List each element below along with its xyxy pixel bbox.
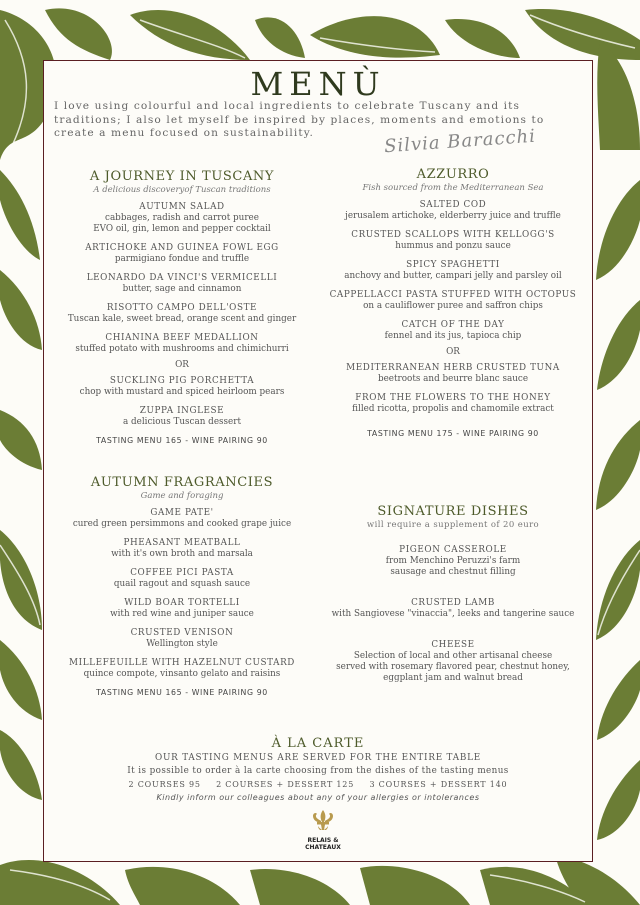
dish-description: sausage and chestnut filling <box>390 567 516 577</box>
menu-item <box>322 393 584 415</box>
menu-item <box>54 303 310 325</box>
menu-item <box>54 658 310 680</box>
dish-name: RISOTTO CAMPO DELL'OSTE <box>106 303 258 313</box>
dish-name: CHEESE <box>431 640 475 650</box>
carte-notice: OUR TASTING MENUS ARE SERVED FOR THE ENTIRE TABLE <box>154 753 482 763</box>
menu-item <box>322 545 584 578</box>
dish-description: Tuscan kale, sweet bread, orange scent and ginger <box>67 314 297 324</box>
dish-name: ARTICHOKE AND GUINEA FOWL EGG <box>85 243 279 253</box>
dish-description: quince compote, vinsanto gelato and raisins <box>83 669 281 679</box>
dish-name: AUTUMN SALAD <box>139 202 225 212</box>
menu-item <box>54 538 310 560</box>
dish-description: parmigiano fondue and truffle <box>114 254 250 264</box>
dish-name: CHIANINA BEEF MEDALLION <box>105 333 259 343</box>
menu-item <box>54 273 310 295</box>
menu-item <box>54 598 310 620</box>
dish-description: hummus and ponzu sauce <box>395 241 511 251</box>
dish-name: CRUSTED SCALLOPS WITH KELLOGG'S <box>351 230 555 240</box>
dish-description: a delicious Tuscan dessert <box>122 417 241 427</box>
logo-text: CHATEAUX <box>305 844 341 851</box>
menu-item <box>54 508 310 530</box>
section-signature-dishes <box>322 504 584 692</box>
dish-name: MEDITERRANEAN HERB CRUSTED TUNA <box>346 363 560 373</box>
dish-name: WILD BOAR TORTELLI <box>124 598 240 608</box>
menu-item <box>54 406 310 428</box>
dish-description: on a cauliflower puree and saffron chips <box>363 301 543 311</box>
dish-description: chop with mustard and spiced heirloom pears <box>79 387 285 397</box>
dish-name: CRUSTED VENISON <box>130 628 234 638</box>
fleur-de-lis-icon <box>310 809 336 833</box>
dish-description: cabbages, radish and carrot puree <box>105 213 259 223</box>
dish-description: butter, sage and cinnamon <box>122 284 242 294</box>
carte-description: It is possible to order à la carte choosing from the dishes of the tasting menus <box>127 766 509 776</box>
section-title: A JOURNEY IN TUSCANY <box>89 169 275 184</box>
menu-item <box>54 333 310 355</box>
price-option: 2 COURSES + DESSERT 125 <box>216 780 355 789</box>
dish-description: anchovy and butter, campari jelly and parsley oil <box>344 271 562 281</box>
dish-name: CAPPELLACCI PASTA STUFFED WITH OCTOPUS <box>329 290 577 300</box>
dish-description: filled ricotta, propolis and chamomile extract <box>352 404 554 414</box>
menu-item <box>322 200 584 222</box>
section-autumn-fragrancies <box>54 475 310 697</box>
section-title: AZZURRO <box>416 167 490 182</box>
allergy-note: Kindly inform our colleagues about any of your allergies or intolerances <box>156 793 480 802</box>
or-separator: OR <box>175 360 189 370</box>
chef-intro: I love using colourful and local ingredients to celebrate Tuscany and its traditions; I also let myself be inspired by places, moments and emotions to create a menu focused on sustainability. <box>54 100 545 139</box>
dish-name: CRUSTED LAMB <box>411 598 495 608</box>
dish-description: stuffed potato with mushrooms and chimichurri <box>75 344 289 354</box>
dish-name: GAME PATE' <box>150 508 214 518</box>
chef-signature: Silvia Baracchi <box>383 125 537 158</box>
dish-description: EVO oil, gin, lemon and pepper cocktail <box>93 224 271 234</box>
dish-name: COFFEE PICI PASTA <box>130 568 234 578</box>
logo-text: RELAIS & <box>307 837 339 844</box>
dish-description: with it's own broth and marsala <box>111 549 253 559</box>
dish-name: PHEASANT MEATBALL <box>123 538 241 548</box>
menu-panel <box>43 60 593 862</box>
dish-description: from Menchino Peruzzi's farm <box>385 556 521 566</box>
menu-item <box>54 568 310 590</box>
section-subtitle: will require a supplement of 20 euro <box>366 520 540 530</box>
section-title: SIGNATURE DISHES <box>377 504 529 519</box>
dish-name: CATCH OF THE DAY <box>401 320 505 330</box>
menu-item <box>322 230 584 252</box>
dish-description: Selection of local and other artisanal cheese <box>353 651 553 661</box>
dish-description: with red wine and juniper sauce <box>110 609 254 619</box>
section-journey-in-tuscany <box>54 169 310 445</box>
dish-name: ZUPPA INGLESE <box>139 406 225 416</box>
price-option: 2 COURSES 95 <box>128 780 201 789</box>
menu-item <box>322 320 584 342</box>
dish-description: jerusalem artichoke, elderberry juice and truffle <box>345 211 561 221</box>
dish-name: FROM THE FLOWERS TO THE HONEY <box>355 393 551 403</box>
menu-item <box>54 202 310 235</box>
section-subtitle: A delicious discoveryof Tuscan traditions <box>93 185 271 195</box>
menu-item <box>322 598 584 620</box>
dish-description: with Sangiovese "vinaccia", leeks and tangerine sauce <box>331 609 575 619</box>
dish-name: SPICY SPAGHETTI <box>406 260 500 270</box>
dish-description: beetroots and beurre blanc sauce <box>377 374 529 384</box>
dish-description: cured green persimmons and cooked grape juice <box>72 519 292 529</box>
dish-name: SALTED COD <box>419 200 487 210</box>
dish-description: eggplant jam and walnut bread <box>383 673 523 683</box>
menu-item <box>54 628 310 650</box>
dish-description: Wellington style <box>146 639 218 649</box>
section-azzurro <box>322 167 584 438</box>
carte-prices <box>44 778 592 791</box>
section-title: À LA CARTE <box>271 736 365 751</box>
dish-name: MILLEFEUILLE WITH HAZELNUT CUSTARD <box>69 658 295 668</box>
dish-description: quail ragout and squash sauce <box>113 579 251 589</box>
section-subtitle: Fish sourced from the Mediterranean Sea <box>362 183 544 193</box>
dish-description: fennel and its jus, tapioca chip <box>384 331 522 341</box>
menu-item <box>322 640 584 684</box>
section-a-la-carte <box>44 736 592 804</box>
dish-name: SUCKLING PIG PORCHETTA <box>109 376 255 386</box>
menu-item <box>54 376 310 398</box>
relais-chateaux-logo <box>303 809 343 851</box>
tasting-menu-price: TASTING MENU 175 - WINE PAIRING 90 <box>367 429 539 438</box>
menu-item <box>54 243 310 265</box>
price-option: 3 COURSES + DESSERT 140 <box>369 780 508 789</box>
tasting-menu-price: TASTING MENU 165 - WINE PAIRING 90 <box>96 688 268 697</box>
menu-item <box>322 260 584 282</box>
dish-name: PIGEON CASSEROLE <box>399 545 507 555</box>
menu-item <box>322 290 584 312</box>
dish-name: LEONARDO DA VINCI'S VERMICELLI <box>86 273 278 283</box>
menu-title: MENÙ <box>250 65 386 103</box>
dish-description: served with rosemary flavored pear, chestnut honey, <box>336 662 570 672</box>
section-title: AUTUMN FRAGRANCIES <box>90 475 274 490</box>
section-subtitle: Game and foraging <box>140 491 224 501</box>
tasting-menu-price: TASTING MENU 165 - WINE PAIRING 90 <box>96 436 268 445</box>
menu-item <box>322 363 584 385</box>
or-separator: OR <box>446 347 460 357</box>
